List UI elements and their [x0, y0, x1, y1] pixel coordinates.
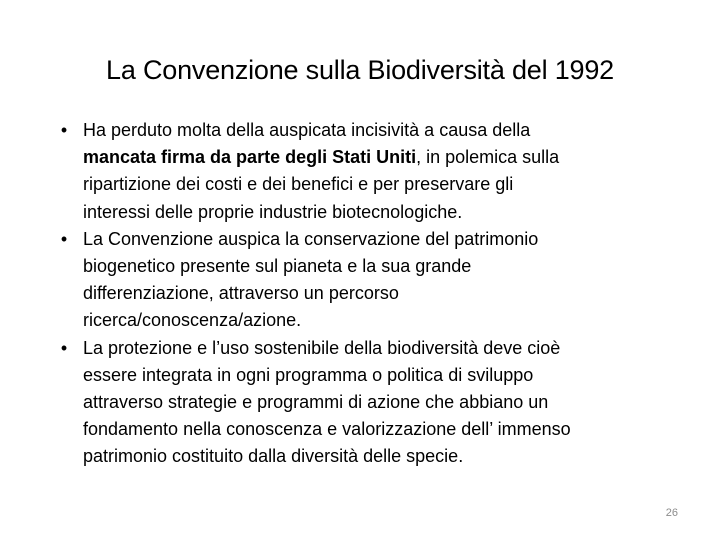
bullet-item — [56, 335, 696, 471]
bullet-line — [83, 335, 696, 362]
bullet-text: fondamento nella conoscenza e valorizzazione dell’ immenso — [83, 419, 571, 440]
bullet-line — [83, 416, 696, 443]
bullet-line — [83, 307, 696, 334]
bullet-item — [56, 226, 696, 335]
bullet-text: differenziazione, attraverso un percorso — [83, 283, 399, 304]
bullet-line — [83, 199, 696, 226]
bullet-line — [83, 389, 696, 416]
bullet-line — [83, 253, 696, 280]
bullet-text: Ha perduto molta della auspicata incisività a causa della — [83, 120, 531, 140]
bullet-text: ripartizione dei costi e dei benefici e per preservare gli — [83, 174, 514, 195]
bullet-text: interessi delle proprie industrie biotecnologiche. — [83, 201, 463, 222]
bullet-line — [83, 362, 696, 389]
bullet-line — [83, 117, 696, 144]
bullet-text: ricerca/conoscenza/azione. — [83, 310, 302, 331]
bullet-text: La Convenzione auspica la conservazione del patrimonio — [83, 228, 539, 249]
bullet-line — [83, 280, 696, 307]
bullet-text: patrimonio costituito dalla diversità delle specie. — [83, 446, 464, 467]
slide-title: La Convenzione sulla Biodiversità del 1992 — [106, 55, 614, 85]
bullet-bold-text: mancata firma da parte degli Stati Uniti — [83, 147, 417, 168]
bullet-text: essere integrata in ogni programma o politica di sviluppo — [83, 364, 534, 385]
bullet-item — [56, 117, 696, 226]
bullet-text: biogenetico presente sul pianeta e la sua grande — [83, 256, 472, 277]
bullet-line — [83, 144, 696, 171]
bullet-dot-icon: • — [60, 228, 68, 249]
bullet-line — [83, 226, 696, 253]
bullet-dot-icon: • — [60, 120, 68, 140]
bullet-text: La protezione e l’uso sostenibile della biodiversità deve cioè — [83, 337, 561, 358]
bullet-line — [83, 171, 696, 198]
bullet-dot-icon: • — [60, 337, 68, 358]
bullet-text: , in polemica sulla — [416, 147, 560, 168]
bullet-list — [56, 117, 696, 471]
bullet-text: attraverso strategie e programmi di azione che abbiano un — [83, 392, 549, 413]
page-number: 26 — [665, 507, 678, 519]
bullet-line — [83, 443, 696, 470]
